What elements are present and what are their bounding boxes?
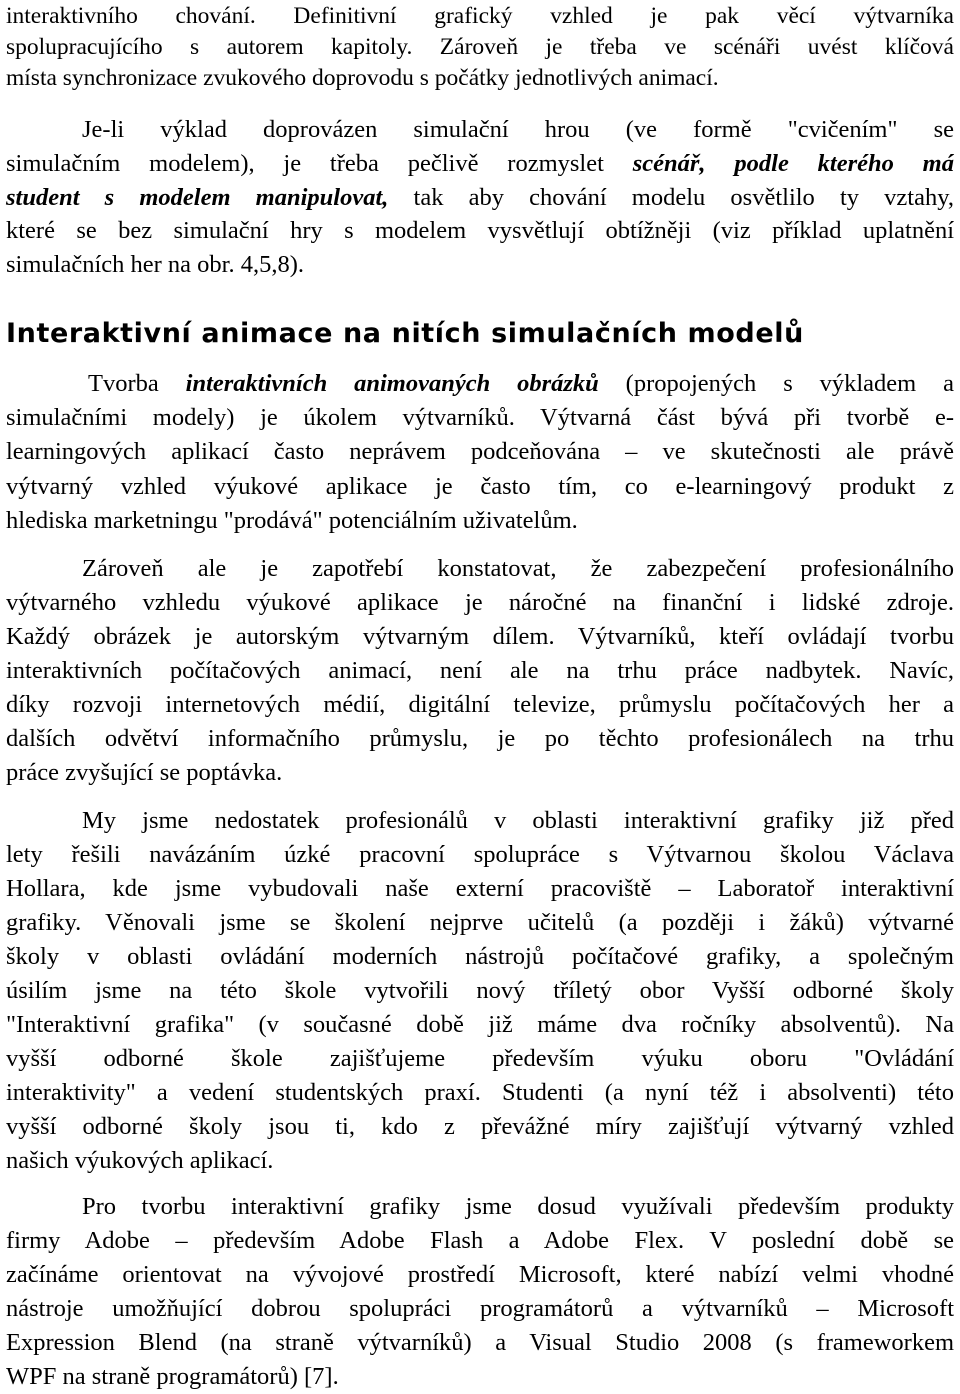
text-line: výtvarný vzhled výukové aplikace je často tím, co e-learningový produkt z: [6, 473, 954, 500]
text-run: (propojených s výkladem a: [598, 370, 954, 397]
text-line: [88, 368, 954, 400]
text-line: nástroje umožňující dobrou spolupráci programátorů a výtvarníků – Microsoft: [6, 1295, 954, 1322]
text-line: výtvarného vzhledu výukové aplikace je náročné na finanční i lidské zdroje.: [6, 589, 954, 616]
text-line: místa synchronizace zvukového doprovodu s počátky jednotlivých animací.: [6, 65, 719, 91]
text-line: Expression Blend (na straně výtvarníků) a Visual Studio 2008 (s frameworkem: [6, 1329, 954, 1356]
section-heading: Interaktivní animace na nitích simulačních modelů: [6, 318, 804, 349]
text-line: interaktivního chování. Definitivní grafický vzhled je pak věcí výtvarníka: [6, 3, 954, 29]
text-line: vyšší odborné škole zajišťujeme především výuku oboru "Ovládání: [6, 1045, 954, 1072]
text-line: školy v oblasti ovládání moderních nástrojů počítačové grafiky, a společným: [6, 943, 954, 970]
text-line: hlediska marketningu "prodává" potenciálním uživatelům.: [6, 507, 578, 534]
text-line: začínáme orientovat na vývojové prostředí Microsoft, které nabízí velmi vhodné: [6, 1261, 954, 1288]
emphasis-text: interaktivních animovaných obrázků: [185, 370, 599, 397]
text-line: Hollara, kde jsme vybudovali naše externí pracoviště – Laboratoř interaktivní: [6, 875, 954, 902]
text-line: interaktivity" a vedení studentských praxí. Studenti (a nyní též i absolventi) této: [6, 1079, 954, 1106]
text-line: learningových aplikací často neprávem podceňována – ve skutečnosti ale právě: [6, 438, 954, 465]
text-line: grafiky. Věnovali jsme se školení nejprve učitelů (a později i žáků) výtvarné: [6, 909, 954, 936]
text-line: Každý obrázek je autorským výtvarným dílem. Výtvarníků, kteří ovládají tvorbu: [6, 623, 954, 650]
text-line: Pro tvorbu interaktivní grafiky jsme dosud využívali především produkty: [82, 1193, 954, 1220]
text-line: [6, 182, 954, 214]
text-line: simulačními modely) je úkolem výtvarníků. Výtvarná část bývá při tvorbě e-: [6, 404, 954, 431]
text-line: práce zvyšující se poptávka.: [6, 759, 283, 786]
text-line: spolupracujícího s autorem kapitoly. Zároveň je třeba ve scénáři uvést klíčová: [6, 34, 954, 60]
text-line: Zároveň ale je zapotřebí konstatovat, že zabezpečení profesionálního: [82, 555, 954, 582]
text-line: simulačních her na obr. 4,5,8).: [6, 251, 305, 278]
text-line: lety řešili navázáním úzké pracovní spolupráce s Výtvarnou školou Václava: [6, 841, 954, 868]
emphasis-text: student s modelem manipulovat,: [6, 184, 389, 211]
text-run: Tvorba: [88, 370, 186, 397]
text-line: [6, 148, 954, 180]
text-line: úsilím jsme na této škole vytvořili nový tříletý obor Vyšší odborné školy: [6, 977, 954, 1004]
text-line: interaktivních počítačových animací, není ale na trhu práce nadbytek. Navíc,: [6, 657, 954, 684]
emphasis-text: scénář, podle kterého má: [632, 150, 954, 177]
text-run: tak aby chování modelu osvětlilo ty vztahy,: [388, 184, 954, 211]
text-run: simulačním modelem), je třeba pečlivě rozmyslet: [6, 150, 633, 177]
text-line: našich výukových aplikací.: [6, 1147, 274, 1174]
text-line: dalších odvětví informačního průmyslu, je po těchto profesionálech na trhu: [6, 725, 954, 752]
text-line: Je-li výklad doprovázen simulační hrou (ve formě "cvičením" se: [82, 116, 954, 143]
text-line: které se bez simulační hry s modelem vysvětlují obtížněji (viz příklad uplatnění: [6, 217, 954, 244]
text-line: My jsme nedostatek profesionálů v oblasti interaktivní grafiky již před: [82, 807, 954, 834]
text-line: WPF na straně programátorů) [7].: [6, 1363, 339, 1390]
text-line: firmy Adobe – především Adobe Flash a Adobe Flex. V poslední době se: [6, 1227, 954, 1254]
text-line: díky rozvoji internetových médií, digitální televize, průmyslu počítačových her a: [6, 691, 954, 718]
text-line: vyšší odborné školy jsou ti, kdo z převážné míry zajišťují výtvarný vzhled: [6, 1113, 954, 1140]
text-line: "Interaktivní grafika" (v současné době již máme dva ročníky absolventů). Na: [6, 1011, 954, 1038]
